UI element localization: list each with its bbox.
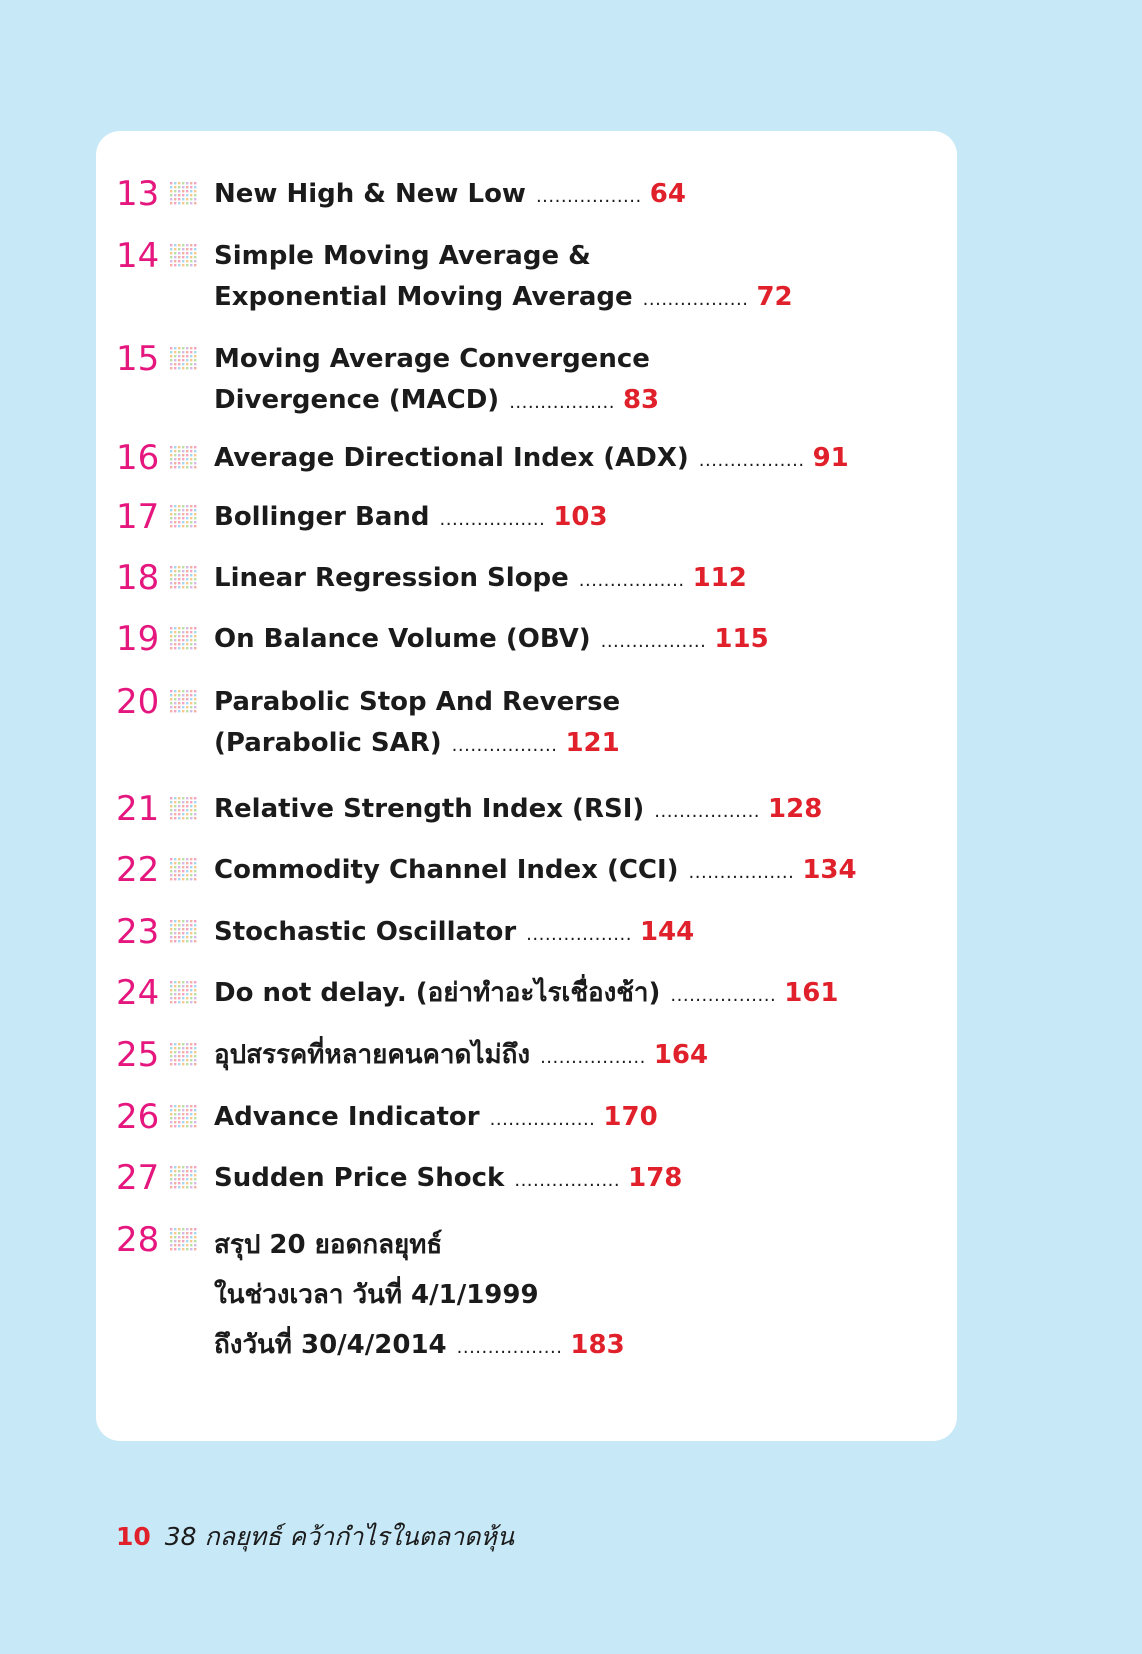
page-number: 178: [628, 1163, 683, 1193]
chapter-title: New High & New Low: [214, 179, 526, 209]
chapter-title: อุปสรรคที่หลายคนคาดไม่ถึง: [214, 1040, 531, 1070]
chapter-title: Stochastic Oscillator: [214, 917, 517, 947]
dot-leader: .................: [578, 570, 685, 591]
dot-leader: .................: [526, 924, 632, 945]
chapter-title: On Balance Volume (OBV): [214, 624, 591, 654]
page-number: 121: [565, 728, 620, 758]
chapter-number: 13: [116, 174, 160, 214]
dot-leader: .................: [439, 509, 546, 530]
page-number: 64: [649, 179, 686, 209]
chapter-title-line: [214, 174, 686, 217]
footer-book-title: 38 กลยุทธ์ คว้ากำไรในตลาดหุ้น: [164, 1522, 514, 1551]
chapter-number: 23: [116, 912, 160, 952]
dot-grid-icon: [170, 1105, 198, 1129]
chapter-title-line: [214, 619, 769, 662]
dot-grid-icon: [170, 347, 198, 371]
page-number: 72: [756, 282, 793, 312]
chapter-title-line: [214, 236, 793, 277]
chapter-title: สรุป 20 ยอดกลยุทธ์: [214, 1230, 443, 1260]
chapter-number: 16: [116, 438, 160, 478]
chapter-number: 14: [116, 236, 160, 276]
chapter-title: ถึงวันที่ 30/4/2014: [214, 1330, 447, 1360]
chapter-title: Average Directional Index (ADX): [214, 443, 689, 473]
chapter-title: Bollinger Band: [214, 502, 430, 532]
page-number: 161: [784, 978, 839, 1008]
dot-grid-icon: [170, 244, 198, 268]
chapter-title: Commodity Channel Index (CCI): [214, 855, 679, 885]
chapter-number: 17: [116, 497, 160, 537]
page-number: 112: [692, 563, 747, 593]
page-number: 170: [603, 1102, 658, 1132]
chapter-number: 24: [116, 973, 160, 1013]
chapter-title-line: [214, 912, 694, 955]
dot-leader: .................: [698, 450, 805, 471]
chapter-number: 22: [116, 850, 160, 890]
chapter-title: ในช่วงเวลา วันที่ 4/1/1999: [214, 1280, 539, 1310]
chapter-title: Do not delay. (อย่าทำอะไรเชื่องช้า): [214, 978, 661, 1008]
dot-grid-icon: [170, 446, 198, 470]
chapter-number: 20: [116, 682, 160, 722]
chapter-title-line: [214, 789, 822, 832]
chapter-title-line: [214, 1270, 625, 1320]
page-number: 115: [714, 624, 769, 654]
chapter-title-line: [214, 973, 838, 1016]
chapter-title: Moving Average Convergence: [214, 344, 650, 374]
dot-leader: .................: [688, 862, 795, 883]
chapter-number: 15: [116, 339, 160, 379]
chapter-number: 18: [116, 558, 160, 598]
chapter-title: Advance Indicator: [214, 1102, 480, 1132]
footer-page-number: 10: [116, 1522, 151, 1551]
page-number: 164: [653, 1040, 709, 1070]
page-number: 144: [639, 917, 695, 947]
chapter-title-line: [214, 723, 620, 766]
dot-grid-icon: [170, 566, 198, 590]
chapter-title-line: [214, 438, 849, 481]
dot-grid-icon: [170, 858, 198, 882]
chapter-title: Linear Regression Slope: [214, 563, 569, 593]
dot-grid-icon: [170, 1228, 198, 1252]
chapter-title-line: [214, 380, 659, 423]
dot-leader: .................: [642, 289, 749, 310]
chapter-title: Relative Strength Index (RSI): [214, 794, 645, 824]
dot-leader: .................: [670, 985, 777, 1006]
dot-leader: .................: [456, 1337, 563, 1358]
dot-grid-icon: [170, 1166, 198, 1190]
dot-grid-icon: [170, 920, 198, 944]
chapter-title-line: [214, 277, 793, 320]
dot-leader: .................: [509, 392, 615, 413]
dot-grid-icon: [170, 981, 198, 1005]
dot-leader: .................: [489, 1109, 596, 1130]
dot-grid-icon: [170, 505, 198, 529]
chapter-title-line: [214, 558, 747, 601]
chapter-title: Parabolic Stop And Reverse: [214, 687, 621, 717]
dot-grid-icon: [170, 182, 198, 206]
dot-leader: .................: [654, 801, 761, 822]
chapter-title: (Parabolic SAR): [214, 728, 442, 758]
dot-grid-icon: [170, 797, 198, 821]
page-number: 83: [622, 385, 660, 415]
dot-leader: .................: [535, 186, 642, 207]
chapter-title-line: [214, 1097, 658, 1140]
chapter-title-line: [214, 682, 620, 723]
dot-grid-icon: [170, 1043, 198, 1067]
chapter-number: 26: [116, 1097, 160, 1137]
dot-grid-icon: [170, 627, 198, 651]
chapter-title: Exponential Moving Average: [214, 282, 633, 312]
chapter-number: 27: [116, 1158, 160, 1198]
dot-leader: .................: [600, 631, 707, 652]
page-footer: [116, 1520, 514, 1554]
chapter-title: Sudden Price Shock: [214, 1163, 505, 1193]
chapter-number: 21: [116, 789, 160, 829]
chapter-title-line: [214, 339, 659, 380]
chapter-number: 28: [116, 1220, 160, 1260]
chapter-title-line: [214, 1220, 625, 1270]
dot-leader: .................: [451, 735, 558, 756]
dot-leader: .................: [540, 1047, 646, 1068]
dot-grid-icon: [170, 690, 198, 714]
page-number: 134: [802, 855, 857, 885]
chapter-title-line: [214, 1320, 625, 1373]
chapter-number: 19: [116, 619, 160, 659]
chapter-title: Simple Moving Average &: [214, 241, 591, 271]
page-number: 91: [812, 443, 849, 473]
chapter-number: 25: [116, 1035, 160, 1075]
page-number: 103: [553, 502, 608, 532]
chapter-title-line: [214, 850, 857, 893]
page-number: 183: [570, 1330, 625, 1360]
chapter-title: Divergence (MACD): [214, 385, 500, 415]
chapter-title-line: [214, 1035, 708, 1078]
page-number: 128: [768, 794, 823, 824]
chapter-title-line: [214, 497, 608, 540]
dot-leader: .................: [514, 1170, 621, 1191]
chapter-title-line: [214, 1158, 682, 1201]
